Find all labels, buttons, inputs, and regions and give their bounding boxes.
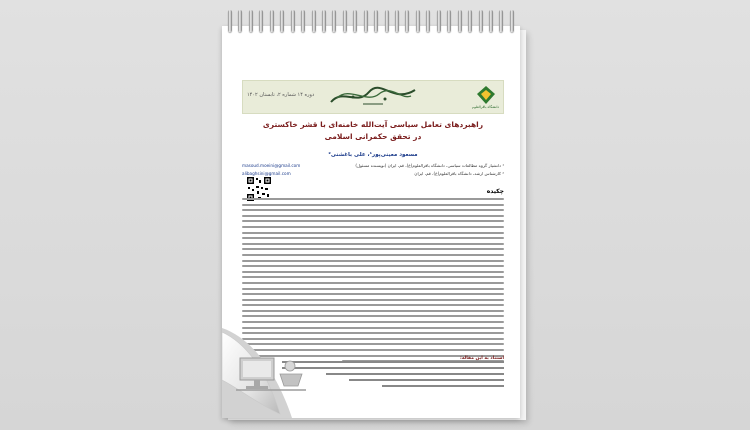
email-2: alibaghsini@gmail.com: [242, 171, 291, 176]
citation-label: استناد به این مقاله:: [460, 356, 504, 361]
affiliation-row-1: [242, 163, 504, 168]
affiliation-1: ¹ دانشیار گروه مطالعات سیاسی، دانشگاه باقرالعلوم(ع)، قم، ایران (نویسنده مسئول): [355, 163, 504, 168]
university-name: دانشگاه باقرالعلوم: [471, 105, 499, 109]
article-title-line-2: در تحقق حکمرانی اسلامی: [324, 132, 422, 141]
journal-logo: [323, 84, 423, 110]
desk-illustration: [232, 340, 310, 400]
affiliation-2: ² کارشناس ارشد، دانشگاه باقرالعلوم(ع)، قم، ایران: [414, 171, 504, 176]
abstract-heading: چکیده: [486, 188, 504, 195]
journal-header: [242, 80, 504, 114]
spiral-binding: [222, 10, 520, 38]
article-title-line-1: راهبردهای تعامل سیاسی آیت‌الله خامنه‌ای با قشر خاکستری: [262, 120, 484, 129]
journal-issue-text: دوره ۱۴ شماره ۲، تابستان ۱۴۰۲: [247, 92, 315, 98]
email-1: masoud.moeini@gmail.com: [242, 163, 301, 168]
author-names: مسعود معینی‌پور¹، علی باغشنی²: [328, 152, 418, 158]
affiliation-row-2: [242, 171, 504, 176]
